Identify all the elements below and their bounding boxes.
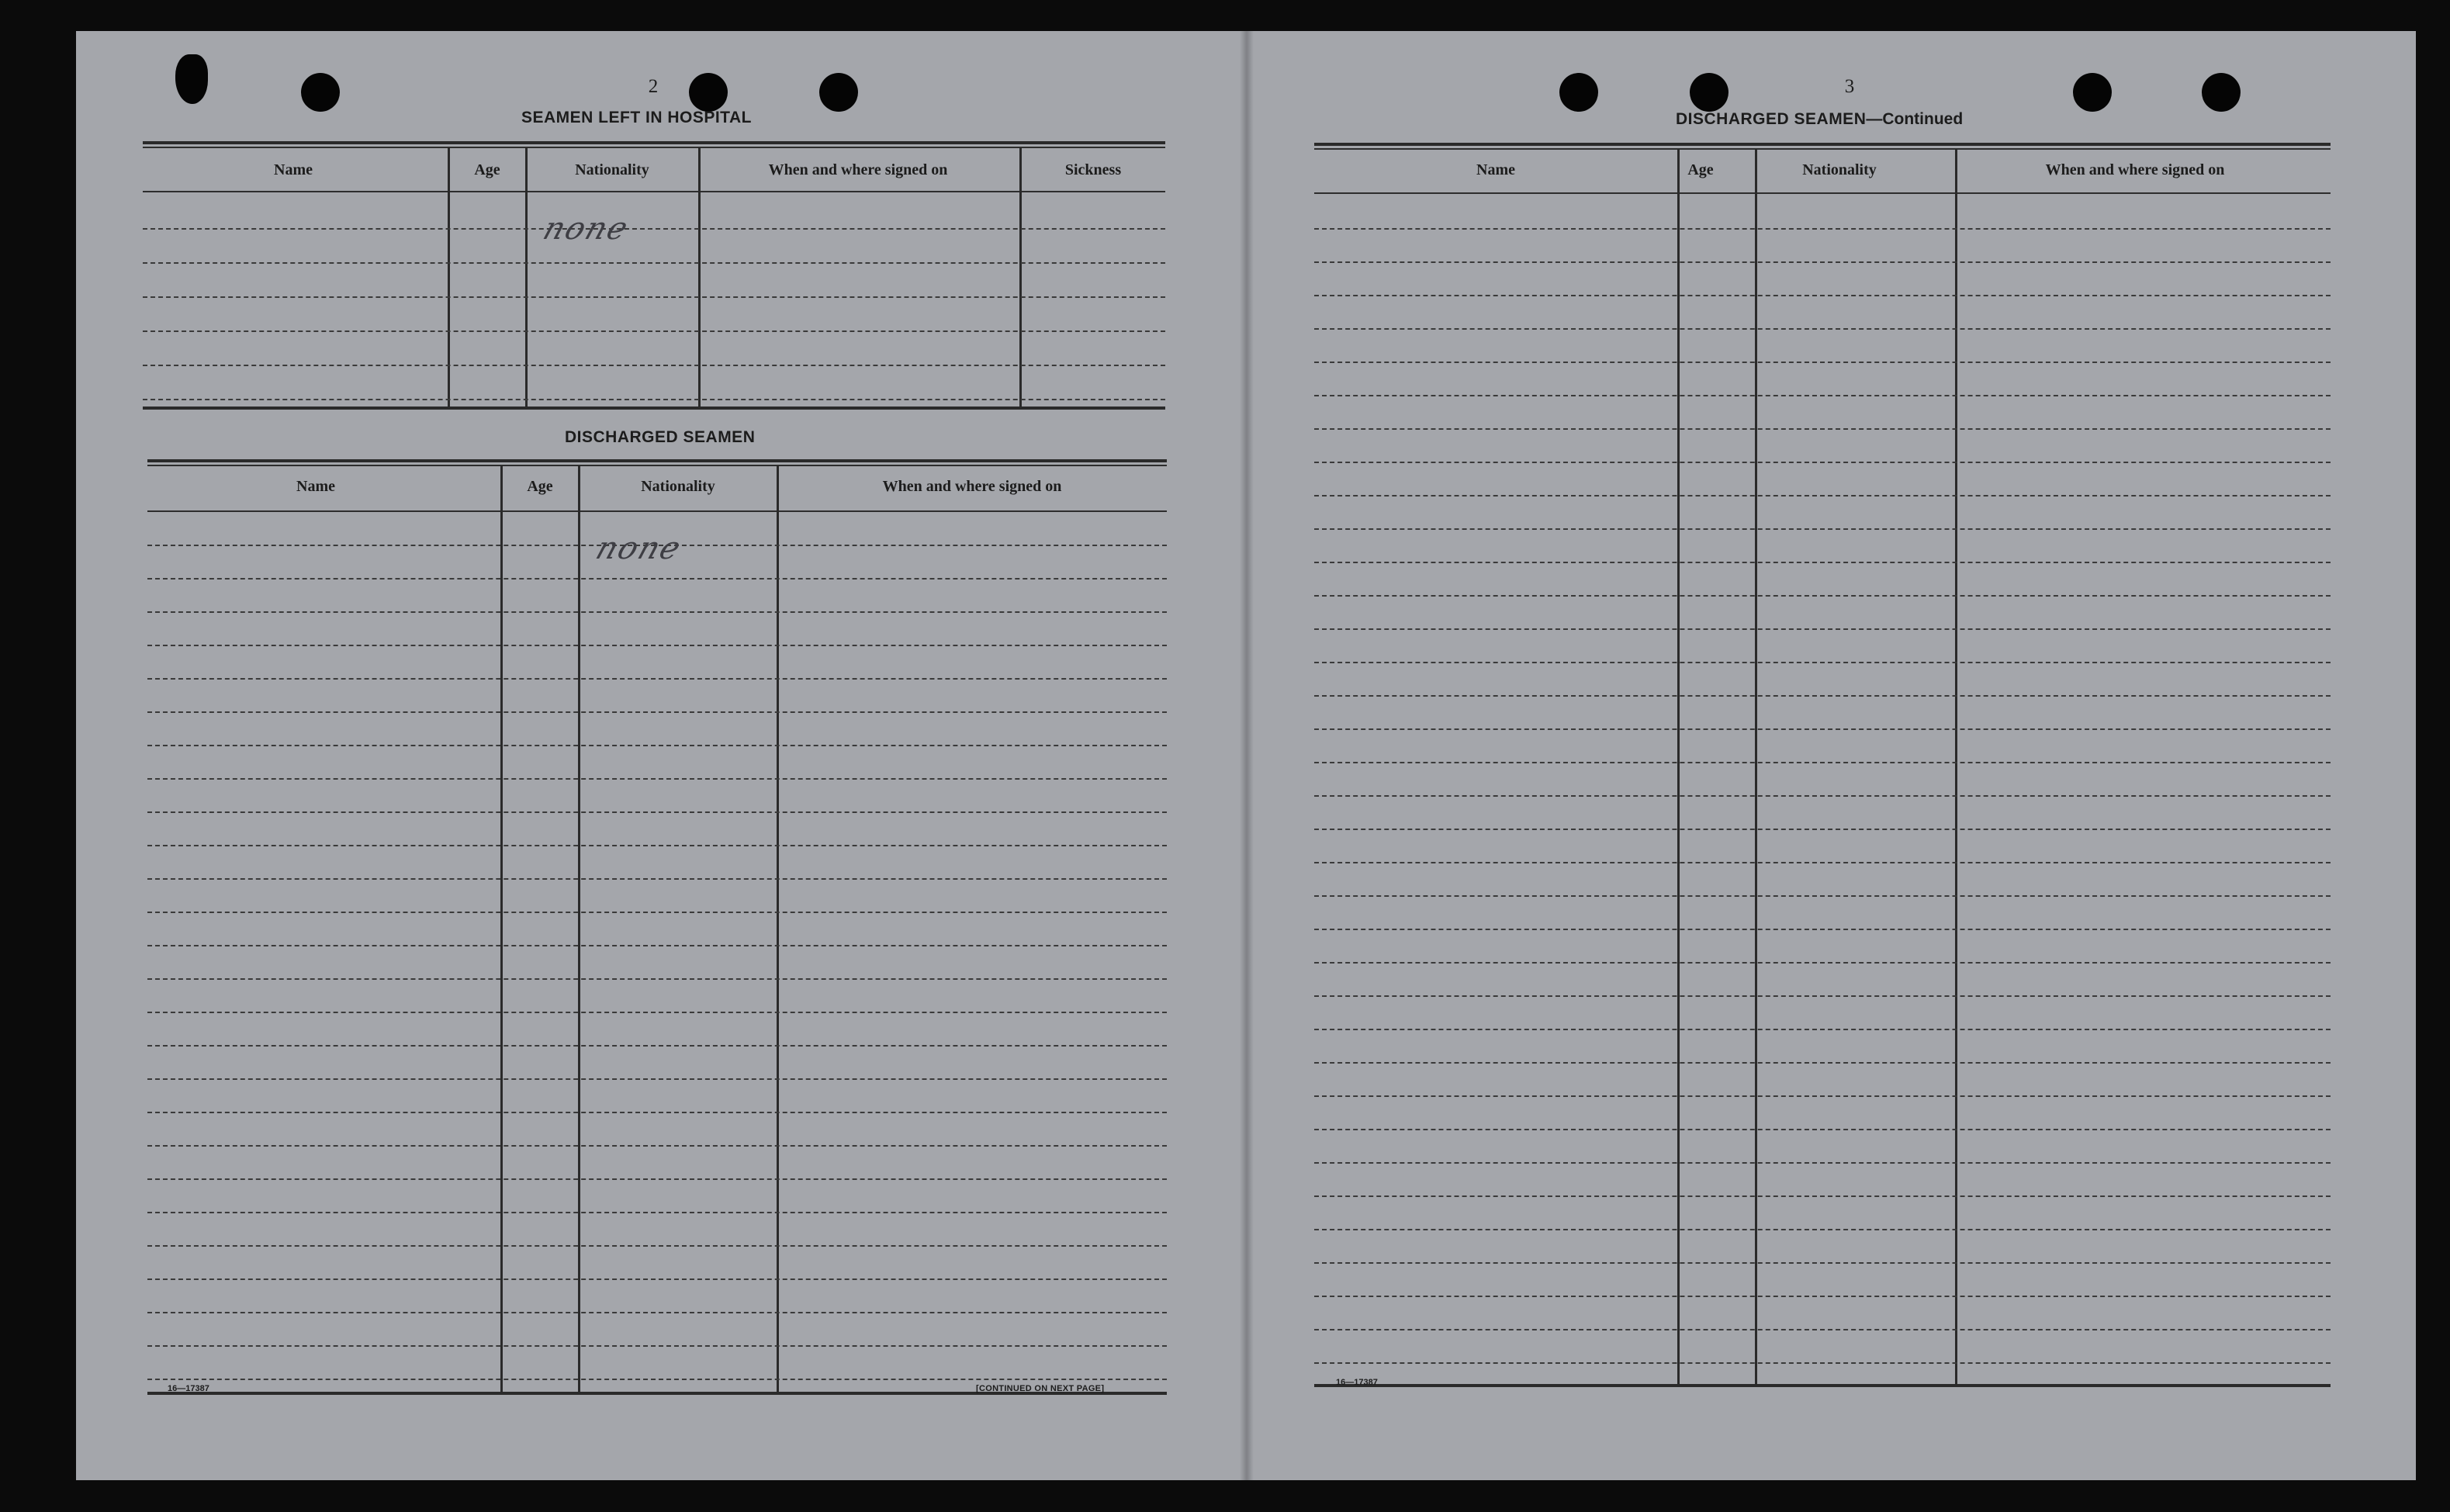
discharged-table-top-rule-secondary — [147, 465, 1167, 466]
hospital-col-divider — [525, 147, 528, 408]
table-row-line — [1314, 1195, 2331, 1197]
table-row-line — [1314, 562, 2331, 563]
table-row-line — [147, 1379, 1167, 1380]
hospital-row-line — [143, 365, 1165, 366]
table-row-line — [1314, 929, 2331, 930]
discharged-col-age: Age — [527, 478, 553, 495]
table-row-line — [1314, 895, 2331, 897]
table-row-line — [1314, 1029, 2331, 1030]
table-row-line — [1314, 395, 2331, 396]
continued-table-top-rule — [1314, 143, 2331, 146]
table-row-line — [1314, 595, 2331, 597]
table-row-line — [147, 611, 1167, 613]
form-number-left: 16—17387 — [168, 1384, 209, 1393]
table-row-line — [147, 678, 1167, 680]
hospital-col-divider — [448, 147, 450, 408]
table-row-line — [1314, 795, 2331, 797]
table-row-line — [1314, 1262, 2331, 1264]
table-row-line — [147, 1278, 1167, 1280]
continued-note: [CONTINUED ON NEXT PAGE] — [976, 1384, 1105, 1393]
table-row-line — [147, 912, 1167, 913]
punch-hole — [1690, 73, 1728, 112]
table-row-line — [147, 645, 1167, 646]
hospital-col-divider — [698, 147, 701, 408]
punch-hole — [1559, 73, 1598, 112]
corner-damage-mark — [175, 54, 208, 104]
hospital-table-top-rule — [143, 141, 1165, 144]
table-row-line — [1314, 362, 2331, 363]
discharged-col-signed-on: When and where signed on — [882, 478, 1062, 495]
table-row-line — [147, 1245, 1167, 1247]
continued-col-divider — [1755, 149, 1757, 1387]
hospital-section-title: SEAMEN LEFT IN HOSPITAL — [521, 109, 752, 126]
continued-col-age: Age — [1687, 161, 1714, 178]
table-row-line — [147, 745, 1167, 746]
continued-table-bottom-rule — [1314, 1384, 2331, 1387]
continued-col-signed-on: When and where signed on — [2045, 161, 2225, 178]
table-row-line — [147, 945, 1167, 946]
discharged-col-name: Name — [296, 478, 335, 495]
punch-hole — [689, 73, 728, 112]
table-row-line — [147, 1078, 1167, 1080]
table-row-line — [147, 845, 1167, 846]
table-row-line — [1314, 1296, 2331, 1297]
hospital-col-age: Age — [474, 161, 500, 178]
table-row-line — [1314, 862, 2331, 863]
table-row-line — [1314, 295, 2331, 296]
table-row-line — [147, 878, 1167, 880]
discharged-col-divider — [777, 465, 779, 1393]
table-row-line — [147, 1178, 1167, 1180]
hospital-col-name: Name — [274, 161, 313, 178]
hospital-row-line — [143, 262, 1165, 264]
table-row-line — [1314, 829, 2331, 830]
table-row-line — [147, 811, 1167, 813]
discharged-header-rule — [147, 510, 1167, 512]
table-row-line — [1314, 228, 2331, 230]
table-row-line — [1314, 1229, 2331, 1230]
discharged-continued-title — [1676, 110, 1963, 129]
hospital-row-line — [143, 399, 1165, 400]
page-fold — [1240, 31, 1254, 1480]
table-row-line — [1314, 695, 2331, 697]
table-row-line — [147, 1012, 1167, 1013]
table-row-line — [1314, 995, 2331, 997]
discharged-col-nationality: Nationality — [641, 478, 715, 495]
punch-hole — [819, 73, 858, 112]
hospital-table-top-rule-secondary — [143, 147, 1165, 148]
table-row-line — [1314, 495, 2331, 497]
table-row-line — [1314, 662, 2331, 663]
continued-col-divider — [1955, 149, 1957, 1387]
table-row-line — [147, 778, 1167, 780]
discharged-continued-title-suffix: —Continued — [1866, 110, 1964, 128]
punch-hole — [2073, 73, 2112, 112]
table-row-line — [147, 1212, 1167, 1213]
hospital-row-line — [143, 330, 1165, 332]
page-number-right: 3 — [1844, 76, 1855, 97]
hospital-row-line — [143, 296, 1165, 298]
table-row-line — [147, 578, 1167, 580]
discharged-section-title: DISCHARGED SEAMEN — [565, 428, 756, 446]
form-number-right: 16—17387 — [1336, 1378, 1378, 1387]
hospital-handwritten-entry: none — [538, 211, 634, 247]
hospital-row-line — [143, 228, 1165, 230]
table-row-line — [147, 1145, 1167, 1147]
table-row-line — [1314, 728, 2331, 730]
continued-col-nationality: Nationality — [1802, 161, 1877, 178]
table-row-line — [1314, 328, 2331, 330]
continued-col-divider — [1677, 149, 1680, 1387]
punch-hole — [301, 73, 340, 112]
discharged-table-top-rule — [147, 459, 1167, 462]
table-row-line — [1314, 1162, 2331, 1164]
table-row-line — [1314, 1129, 2331, 1130]
discharged-handwritten-entry: none — [591, 531, 687, 566]
continued-col-name: Name — [1476, 161, 1515, 178]
table-row-line — [147, 1045, 1167, 1047]
document-sheet — [76, 31, 2416, 1480]
discharged-col-divider — [578, 465, 580, 1393]
table-row-line — [1314, 1095, 2331, 1097]
continued-header-rule — [1314, 192, 2331, 194]
table-row-line — [1314, 1329, 2331, 1330]
discharged-col-divider — [500, 465, 503, 1393]
table-row-line — [147, 1112, 1167, 1113]
table-row-line — [1314, 1362, 2331, 1364]
page-number-left: 2 — [648, 76, 659, 97]
hospital-table-bottom-rule — [143, 407, 1165, 410]
table-row-line — [1314, 962, 2331, 964]
table-row-line — [147, 1312, 1167, 1313]
table-row-line — [1314, 1062, 2331, 1064]
hospital-col-divider — [1019, 147, 1022, 408]
continued-table-top-rule-secondary — [1314, 148, 2331, 150]
table-row-line — [1314, 261, 2331, 263]
table-row-line — [1314, 462, 2331, 463]
table-row-line — [1314, 762, 2331, 763]
hospital-col-nationality: Nationality — [575, 161, 649, 178]
hospital-col-sickness: Sickness — [1064, 161, 1122, 178]
table-row-line — [1314, 628, 2331, 630]
table-row-line — [1314, 428, 2331, 430]
punch-hole — [2202, 73, 2241, 112]
hospital-header-rule — [143, 191, 1165, 192]
table-row-line — [147, 1345, 1167, 1347]
table-row-line — [1314, 528, 2331, 530]
table-row-line — [147, 978, 1167, 980]
table-row-line — [147, 711, 1167, 713]
hospital-col-signed-on: When and where signed on — [768, 161, 948, 178]
discharged-continued-title-main: DISCHARGED SEAMEN — [1676, 110, 1867, 128]
